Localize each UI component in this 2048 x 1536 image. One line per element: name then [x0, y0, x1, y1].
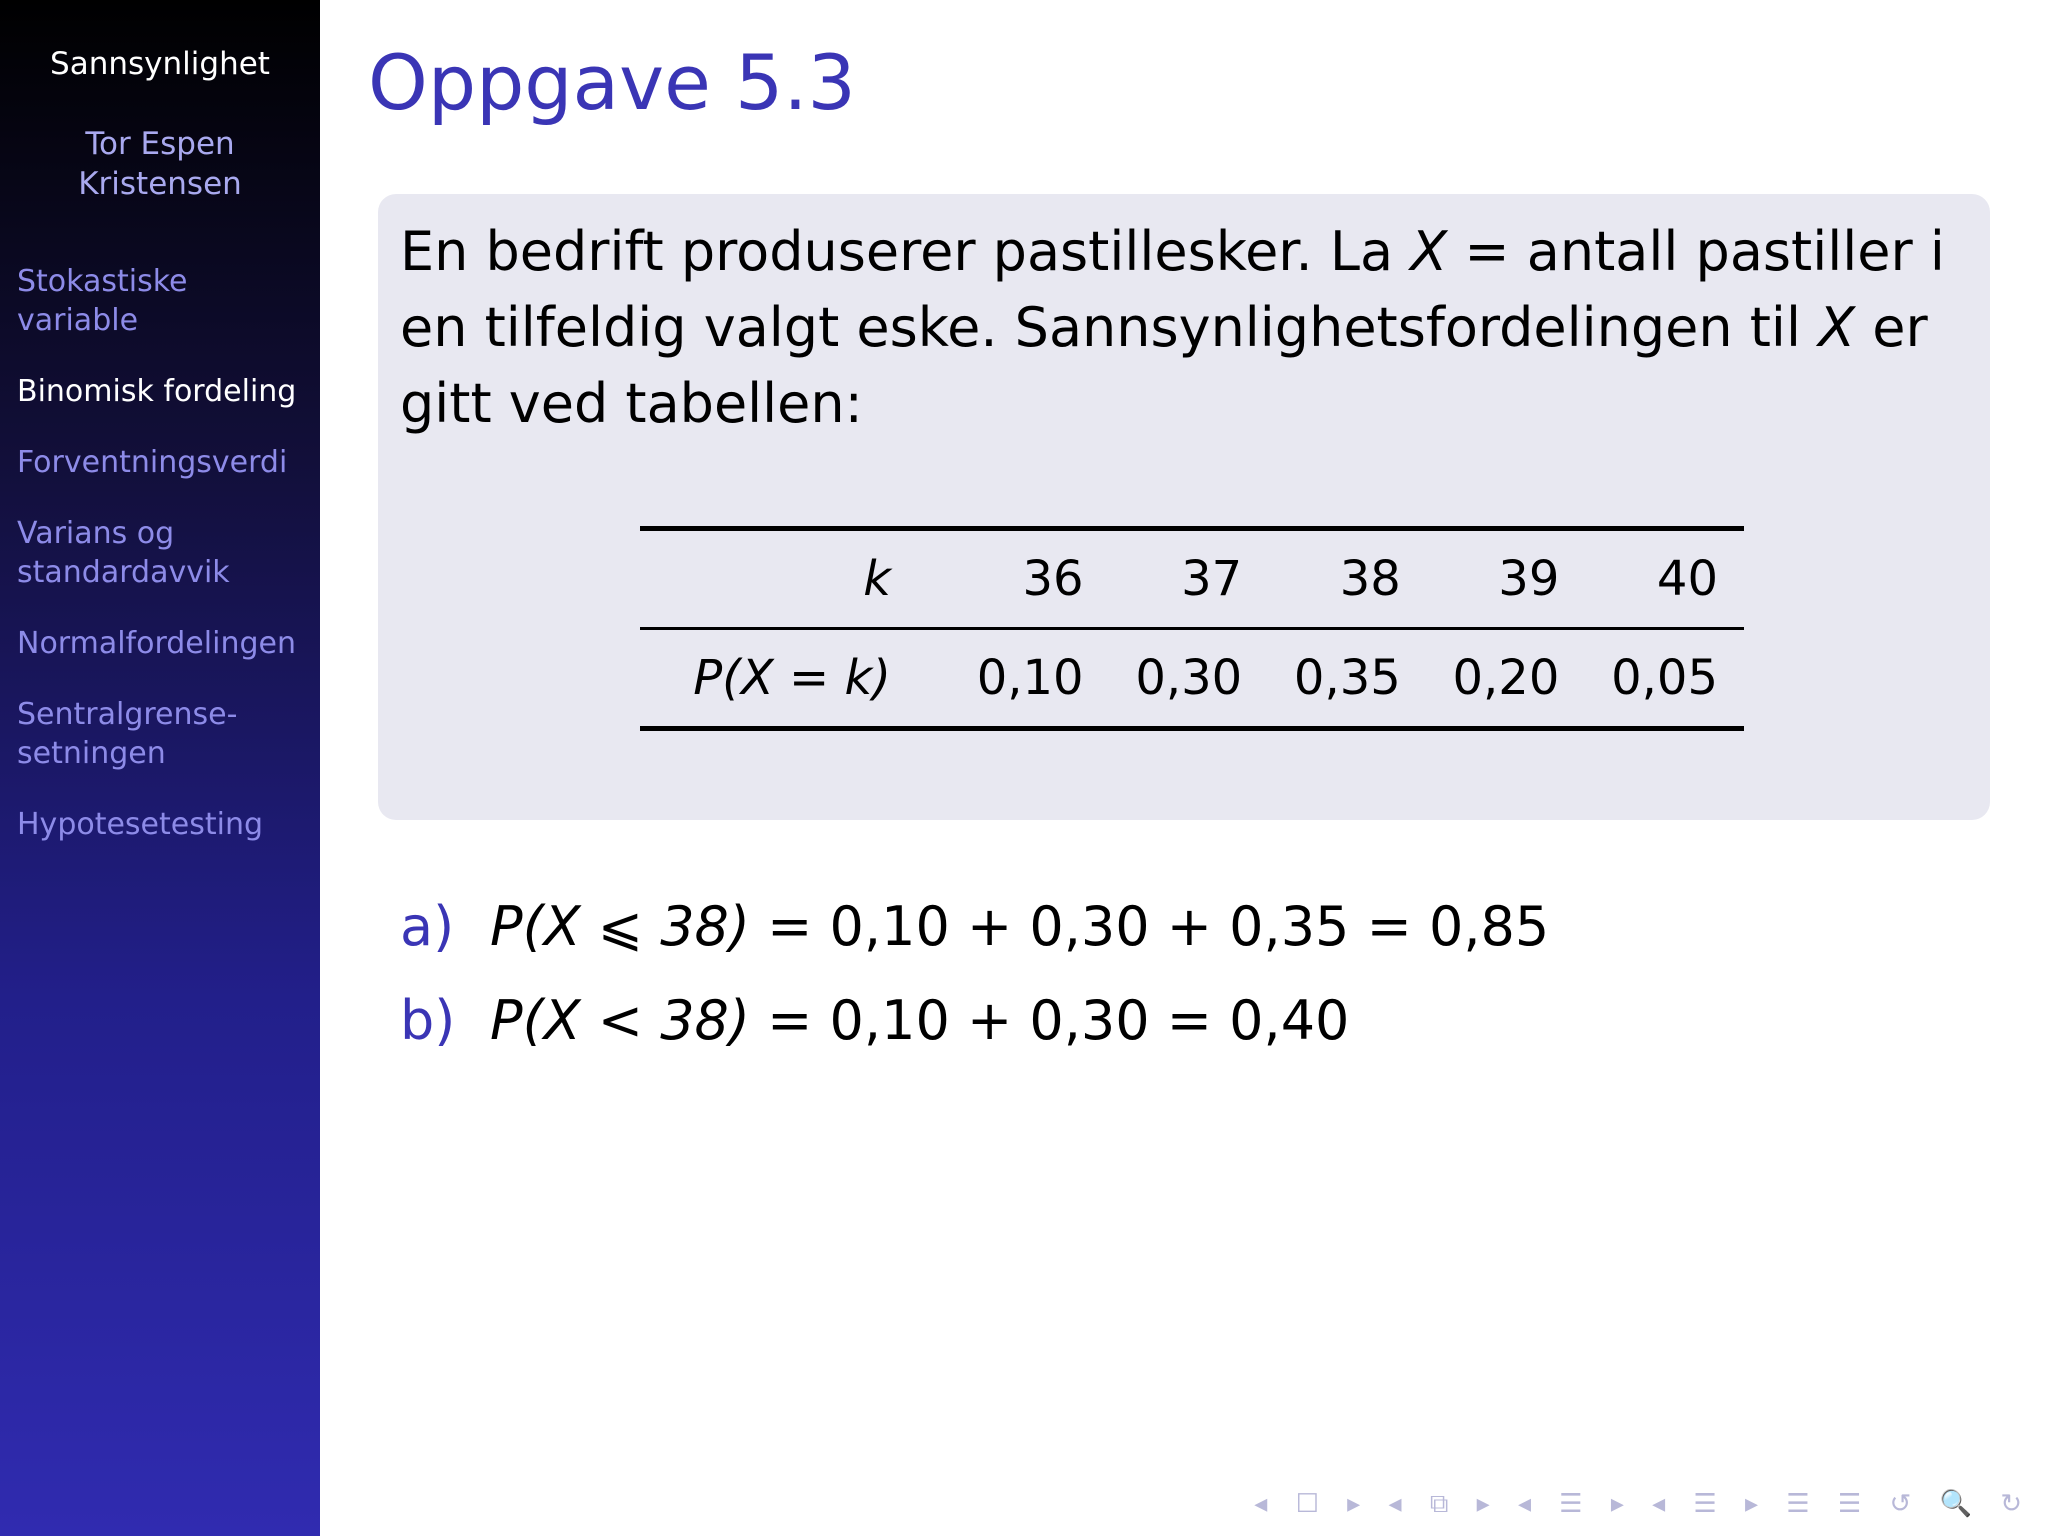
math-var-x: X [1818, 296, 1856, 359]
nav-item-varians-og-standardavvik[interactable]: Varians og standardavvik [17, 516, 230, 590]
author-name[interactable]: Tor Espen Kristensen [78, 126, 242, 202]
answer-rhs: = 0,10 + 0,30 = 0,40 [749, 989, 1350, 1052]
frame-title: Oppgave 5.3 [368, 38, 856, 127]
answer-lhs: P(X < 38) [490, 989, 750, 1052]
row-label-probability: P(X = k) [640, 629, 951, 729]
nav-item-binomisk-fordeling[interactable]: Binomisk fordeling [17, 374, 297, 409]
table-cell: 0,05 [1585, 629, 1744, 729]
answer-label: b) [400, 989, 456, 1052]
table-cell: 38 [1268, 529, 1427, 629]
table-cell: 40 [1585, 529, 1744, 629]
math-var-x: X [1410, 220, 1448, 283]
presentation-title[interactable]: Sannsynlighet [50, 46, 270, 82]
slide-content [320, 0, 2048, 1536]
answer-list [400, 880, 1549, 1068]
answer-label: a) [400, 895, 455, 958]
answer-a [400, 880, 1549, 974]
table-cell: 39 [1427, 529, 1586, 629]
row-label-k: k [640, 529, 951, 629]
problem-text-1: En bedrift produserer pastillesker. La [400, 220, 1411, 283]
answer-rhs: = 0,10 + 0,30 + 0,35 = 0,85 [749, 895, 1550, 958]
section-nav [0, 262, 320, 844]
table-cell: 0,20 [1427, 629, 1586, 729]
table-cell: 37 [1110, 529, 1269, 629]
beamer-navigation-icons[interactable]: ◂ ☐ ▸ ◂ ⧉ ▸ ◂ ☰ ▸ ◂ ☰ ▸ ☰ ☰ ↺ 🔍 ↻ [1254, 1489, 2032, 1519]
table-row-k [640, 529, 1744, 629]
nav-item-hypotesetesting[interactable]: Hypotesetesting [17, 807, 264, 842]
answer-lhs: P(X ⩽ 38) [490, 895, 750, 958]
sidebar [0, 0, 320, 1536]
problem-statement [400, 214, 1968, 442]
nav-item-sentralgrensesetningen[interactable]: Sentralgrense-setningen [17, 697, 238, 771]
problem-block [378, 194, 1990, 820]
answer-b [400, 974, 1549, 1068]
distribution-table [640, 526, 1744, 731]
problem-text-3: er gitt ved tabellen: [400, 296, 1928, 435]
table-cell: 36 [951, 529, 1110, 629]
nav-item-stokastiske-variable[interactable]: Stokastiske variable [17, 264, 188, 338]
table-row-probability [640, 629, 1744, 729]
table-cell: 0,35 [1268, 629, 1427, 729]
nav-item-forventningsverdi[interactable]: Forventningsverdi [17, 445, 288, 480]
nav-item-normalfordelingen[interactable]: Normalfordelingen [17, 626, 296, 661]
table-cell: 0,30 [1110, 629, 1269, 729]
table-cell: 0,10 [951, 629, 1110, 729]
problem-text-2: = antall pastiller i en tilfeldig valgt eske. Sannsynlighetsfordelingen til [400, 220, 1945, 359]
